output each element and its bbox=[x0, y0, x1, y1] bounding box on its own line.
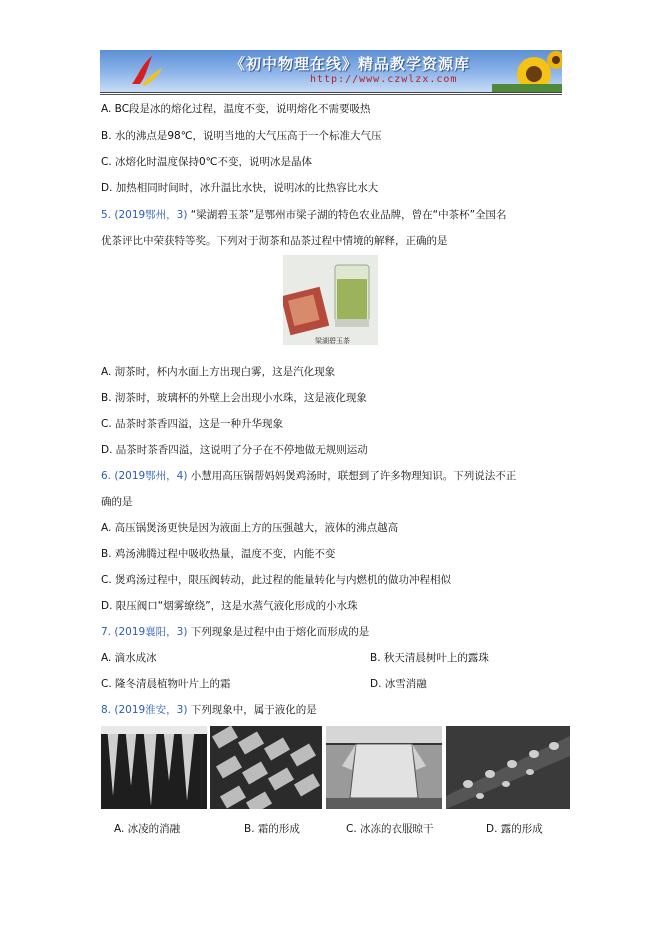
q8-caption-c: C. 冰冻的衣服晾干 bbox=[346, 823, 434, 835]
header-rule bbox=[100, 94, 562, 95]
header-banner bbox=[100, 50, 562, 93]
q5-number: 5. (2019鄂州，3) bbox=[101, 209, 188, 221]
q7-option-c: C. 隆冬清晨植物叶片上的霜 bbox=[101, 678, 231, 690]
q5-option-d: D. 品茶时茶香四溢，这说明了分子在不停地做无规则运动 bbox=[101, 444, 368, 456]
sunflower-icon bbox=[492, 50, 562, 92]
header-url[interactable]: http://www.czwlzx.com bbox=[310, 74, 458, 85]
q6-stem-text1: 小慧用高压锅帮妈妈煲鸡汤时，联想到了许多物理知识。下列说法不正 bbox=[187, 470, 517, 482]
q7-option-d: D. 冰雪消融 bbox=[370, 678, 427, 690]
tea-photo bbox=[283, 255, 378, 345]
q5-stem-line2: 优茶评比中荣获特等奖。下列对于沏茶和品茶过程中情境的解释，正确的是 bbox=[101, 235, 448, 247]
q7-number: 7. (2019襄阳，3) bbox=[101, 626, 188, 638]
q4-option-c: C. 冰熔化时温度保持0℃不变，说明冰是晶体 bbox=[101, 156, 312, 168]
q5-option-b: B. 沏茶时，玻璃杯的外壁上会出现小水珠，这是液化现象 bbox=[101, 392, 367, 404]
tea-photo-label: 梁湖碧玉茶 bbox=[315, 337, 350, 345]
q7-stem-text: 下列现象是过程中由于熔化而形成的是 bbox=[187, 626, 370, 638]
q8-caption-d: D. 露的形成 bbox=[486, 823, 543, 835]
photo-icicles bbox=[101, 726, 207, 809]
q6-stem-line2: 确的是 bbox=[101, 496, 133, 508]
q8-stem bbox=[101, 702, 317, 717]
q8-caption-a: A. 冰凌的消融 bbox=[114, 823, 181, 835]
q7-option-a: A. 滴水成冰 bbox=[101, 652, 157, 664]
header-title: 《初中物理在线》精品教学资源库 bbox=[230, 55, 471, 73]
q5-stem-text1: “梁湖碧玉茶”是鄂州市梁子湖的特色农业品牌，曾在“中茶杯”全国名 bbox=[187, 209, 507, 221]
q6-option-b: B. 鸡汤沸腾过程中吸收热量，温度不变，内能不变 bbox=[101, 548, 336, 560]
q7-option-b: B. 秋天清晨树叶上的露珠 bbox=[370, 652, 489, 664]
photo-frozen-clothes bbox=[326, 726, 442, 809]
q5-option-a: A. 沏茶时，杯内水面上方出现白雾，这是汽化现象 bbox=[101, 366, 336, 378]
q8-stem-text: 下列现象中，属于液化的是 bbox=[187, 704, 317, 716]
q7-stem bbox=[101, 624, 369, 639]
q6-stem-line1 bbox=[101, 468, 516, 483]
q4-option-a: A. BC段是冰的熔化过程，温度不变，说明熔化不需要吸热 bbox=[101, 103, 371, 115]
q8-number: 8. (2019淮安，3) bbox=[101, 704, 188, 716]
q6-number: 6. (2019鄂州，4) bbox=[101, 470, 188, 482]
site-logo-icon bbox=[128, 54, 164, 88]
q6-option-c: C. 煲鸡汤过程中，限压阀转动，此过程的能量转化与内燃机的做功冲程相似 bbox=[101, 574, 452, 586]
photo-frost bbox=[210, 726, 322, 809]
q5-stem-line1 bbox=[101, 207, 507, 222]
photo-dew bbox=[446, 726, 570, 809]
q5-option-c: C. 品茶时茶香四溢，这是一种升华现象 bbox=[101, 418, 284, 430]
q8-caption-b: B. 霜的形成 bbox=[244, 823, 300, 835]
q6-option-a: A. 高压锅煲汤更快是因为液面上方的压强越大，液体的沸点越高 bbox=[101, 522, 399, 534]
q6-option-d: D. 限压阀口“烟雾缭绕”，这是水蒸气液化形成的小水珠 bbox=[101, 600, 358, 612]
q4-option-d: D. 加热相同时间时，冰升温比水快，说明冰的比热容比水大 bbox=[101, 182, 379, 194]
q4-option-b: B. 水的沸点是98℃，说明当地的大气压高于一个标准大气压 bbox=[101, 130, 382, 142]
